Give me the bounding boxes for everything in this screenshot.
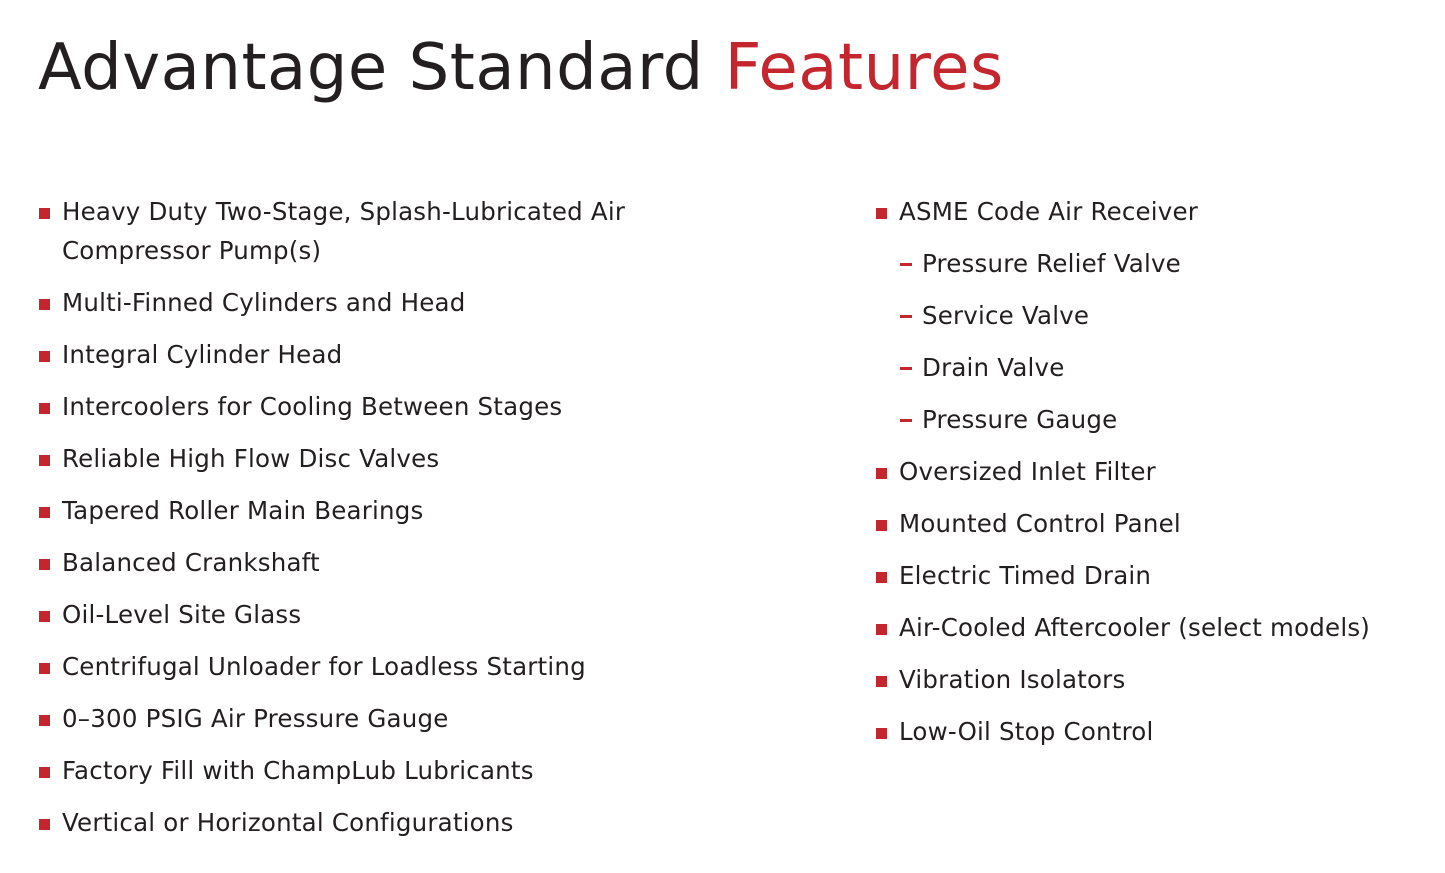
list-item [875,556,1435,595]
list-item-text: Oversized Inlet Filter [899,457,1156,486]
square-bullet-icon [876,520,887,531]
list-item-text: Oil-Level Site Glass [62,600,302,629]
list-item [38,699,818,738]
dash-bullet-icon [900,263,912,266]
title-accent: Features [724,31,1004,105]
list-item [38,543,818,582]
square-bullet-icon [39,208,50,219]
list-item-text: Multi-Finned Cylinders and Head [62,288,466,317]
square-bullet-icon [39,403,50,414]
square-bullet-icon [39,611,50,622]
list-item [38,192,702,270]
sub-list-item [875,400,1435,439]
square-bullet-icon [876,624,887,635]
sub-list-item-text: Pressure Relief Valve [922,249,1181,278]
list-item-text: ASME Code Air Receiver [899,197,1199,226]
list-item [38,335,818,374]
list-item [38,751,818,790]
dash-bullet-icon [900,367,912,370]
list-item-text: Low-Oil Stop Control [899,717,1154,746]
square-bullet-icon [39,819,50,830]
list-item-text: Centrifugal Unloader for Loadless Starting [62,652,586,681]
sub-list-item-text: Pressure Gauge [922,405,1118,434]
list-item [38,595,818,634]
list-item-text: Vibration Isolators [899,665,1126,694]
square-bullet-icon [39,299,50,310]
square-bullet-icon [876,572,887,583]
list-item [38,439,818,478]
square-bullet-icon [876,676,887,687]
list-item-text: 0–300 PSIG Air Pressure Gauge [62,704,449,733]
list-item [38,283,818,322]
list-item [38,803,818,842]
square-bullet-icon [876,468,887,479]
square-bullet-icon [39,455,50,466]
list-item-text: Factory Fill with ChampLub Lubricants [62,756,534,785]
list-item [875,660,1435,699]
list-item [875,504,1435,543]
list-item [38,647,818,686]
square-bullet-icon [39,767,50,778]
list-item-text: Electric Timed Drain [899,561,1152,590]
sub-list-item [875,296,1435,335]
dash-bullet-icon [900,315,912,318]
list-item [875,608,1435,647]
list-item-text: Reliable High Flow Disc Valves [62,444,440,473]
list-item-text: Heavy Duty Two-Stage, Splash-Lubricated Air Compressor Pump(s) [62,197,626,265]
square-bullet-icon [876,728,887,739]
list-item-text: Intercoolers for Cooling Between Stages [62,392,563,421]
list-item [875,192,1435,231]
sub-list-item [875,244,1435,283]
square-bullet-icon [39,715,50,726]
list-item [38,491,818,530]
feature-list-left [38,192,818,855]
list-item-text: Tapered Roller Main Bearings [62,496,424,525]
list-item [875,452,1435,491]
sub-list-item [875,348,1435,387]
list-item-text: Vertical or Horizontal Configurations [62,808,514,837]
dash-bullet-icon [900,419,912,422]
square-bullet-icon [39,351,50,362]
list-item-text: Air-Cooled Aftercooler (select models) [899,613,1371,642]
sub-list-item-text: Drain Valve [922,353,1065,382]
sub-list-item-text: Service Valve [922,301,1090,330]
title-main: Advantage Standard [38,31,725,105]
feature-list-right [875,192,1435,764]
list-item-text: Integral Cylinder Head [62,340,343,369]
square-bullet-icon [39,559,50,570]
list-item-text: Balanced Crankshaft [62,548,320,577]
list-item-text: Mounted Control Panel [899,509,1181,538]
square-bullet-icon [39,507,50,518]
square-bullet-icon [876,208,887,219]
square-bullet-icon [39,663,50,674]
list-item [875,712,1435,751]
page-title [38,26,1004,110]
list-item [38,387,818,426]
